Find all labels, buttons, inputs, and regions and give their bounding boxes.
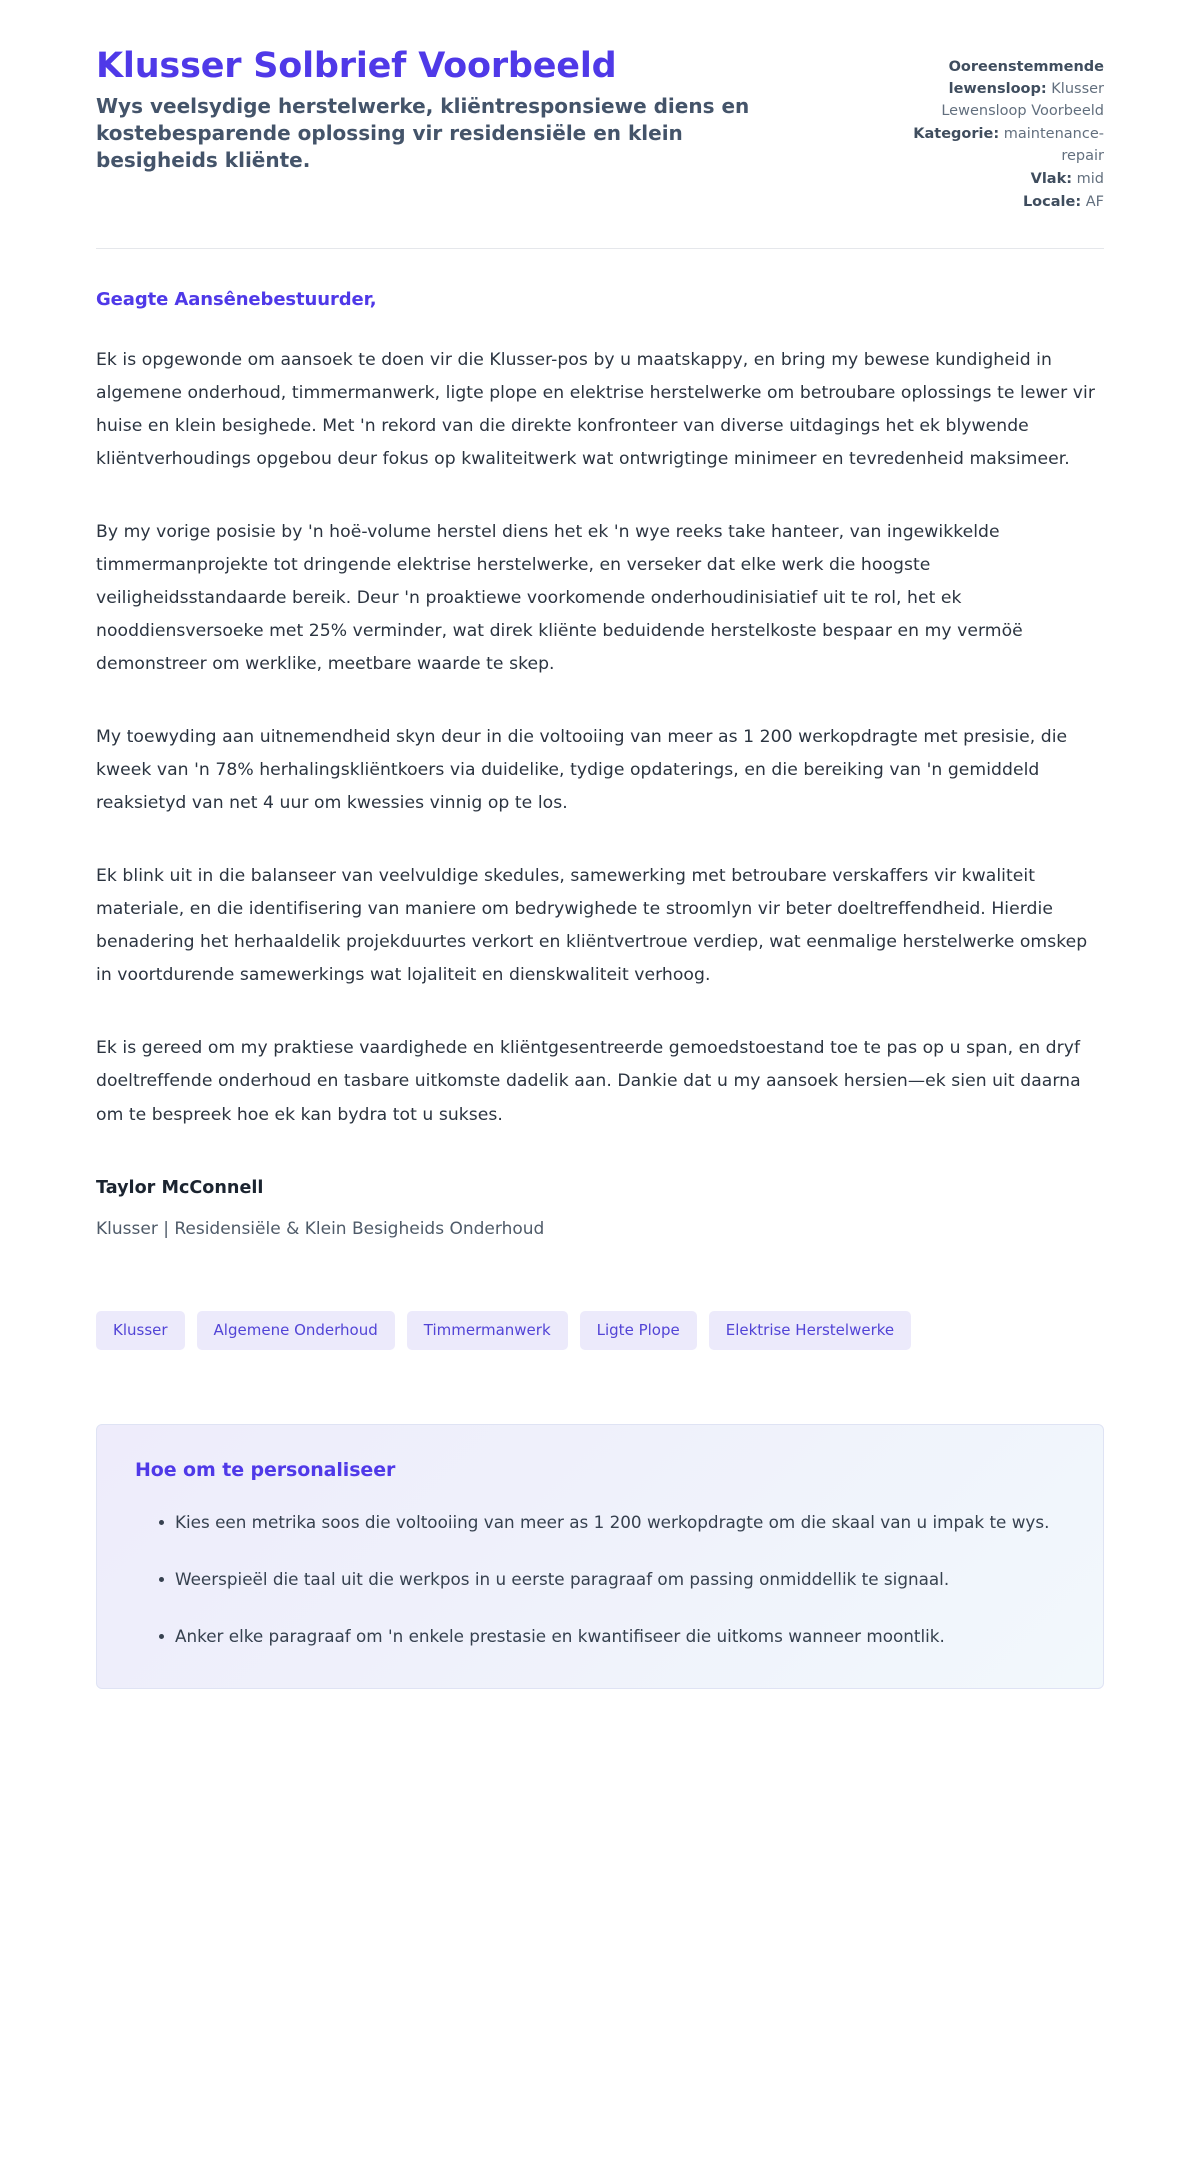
- meta-level: [889, 168, 1104, 190]
- letter-paragraph: Ek is gereed om my praktiese vaardighede en kliëntgesentreerde gemoedstoestand toe te pas op u span, en dryf doeltreffende onderhoud en tasbare uitkomste dadelik aan. Dankie dat u my aansoek hersien—ek sien uit daarna om te bespreek hoe ek kan bydra tot u sukses.: [96, 1038, 1081, 1125]
- document-metadata: [889, 46, 1104, 214]
- signature-role: Klusser | Residensiële & Klein Besigheids Onderhoud: [96, 1218, 545, 1239]
- meta-locale: [889, 191, 1104, 213]
- page-title: Klusser Solbrief Voorbeeld: [96, 46, 617, 86]
- callout-tip-list: [135, 1507, 1065, 1652]
- meta-level-value: mid: [1076, 171, 1104, 188]
- letter-paragraph: Ek is opgewonde om aansoek te doen vir die Klusser-pos by u maatskappy, en bring my bewese kundigheid in algemene onderhoud, timmermanwerk, ligte plope en elektrise herstelwerke om betroubare oplossings te lewer vir huise en klein besighede. Met 'n rekord van die direkte konfronteer van diverse uitdagings het ek blywende kliëntverhoudings opgebou deur fokus op kwaliteitwerk wat ontwrigtinge minimeer en tevredenheid maksimeer.: [96, 350, 1095, 470]
- letter-body: [96, 249, 1104, 1131]
- header-title-block: [96, 46, 816, 174]
- document-header: [96, 46, 1104, 214]
- letter-salutation: Geagte Aansênebestuurder,: [96, 289, 377, 311]
- personalization-callout: [96, 1424, 1104, 1689]
- signature-name: Taylor McConnell: [96, 1177, 264, 1198]
- meta-category: [889, 123, 1104, 167]
- meta-matching-resume-label: Ooreenstemmende lewensloop:: [948, 59, 1104, 98]
- callout-tip-item: Weerspieël die taal uit die werkpos in u eerste paragraaf om passing onmiddellik te signaal.: [159, 1564, 1065, 1595]
- tag-chip[interactable]: Klusser: [96, 1311, 185, 1350]
- tag-chip[interactable]: Timmermanwerk: [407, 1311, 568, 1350]
- tag-chip[interactable]: Algemene Onderhoud: [197, 1311, 395, 1350]
- tag-list: [96, 1311, 1104, 1350]
- meta-locale-label: Locale:: [1022, 194, 1082, 211]
- page-subtitle: Wys veelsydige herstelwerke, kliëntresponsiewe diens en kostebesparende oplossing vir residensiële en klein besigheids kliënte.: [96, 94, 750, 172]
- meta-locale-value: AF: [1085, 194, 1104, 211]
- callout-tip-item: Anker elke paragraaf om 'n enkele prestasie en kwantifiseer die uitkoms wanneer moontlik.: [159, 1621, 1065, 1652]
- letter-paragraph: By my vorige posisie by 'n hoë-volume herstel diens het ek 'n wye reeks take hanteer, van ingewikkelde timmermanprojekte tot dringende elektrise herstelwerke, en verseker dat elke werk die hoogste veiligheidsstandaarde bereik. Deur 'n proaktiewe voorkomende onderhoudinisiatief uit te rol, het ek nooddiensversoeke met 25% verminder, wat direk kliënte beduidende herstelkoste bespaar en my vermöë demonstreer om werklike, meetbare waarde te skep.: [96, 522, 1023, 675]
- meta-matching-resume: [889, 56, 1104, 122]
- meta-matching-resume-value: Klusser Lewensloop Voorbeeld: [941, 81, 1104, 120]
- callout-title: Hoe om te personaliseer: [135, 1458, 396, 1481]
- letter-paragraph: Ek blink uit in die balanseer van veelvuldige skedules, samewerking met betroubare verskaffers vir kwaliteit materiale, en die identifisering van maniere om bedrywighede te stroomlyn vir beter doeltreffendheid. Hierdie benadering het herhaaldelik projekduurtes verkort en kliëntvertroue verdiep, wat eenmalige herstelwerke omskep in voortdurende samewerkings wat lojaliteit en dienskwaliteit verhoog.: [96, 866, 1088, 986]
- signature-block: [96, 1178, 1104, 1243]
- meta-category-value: maintenance-repair: [1003, 126, 1104, 165]
- meta-category-label: Kategorie:: [913, 126, 1000, 143]
- tag-chip[interactable]: Elektrise Herstelwerke: [709, 1311, 911, 1350]
- callout-tip-item: Kies een metrika soos die voltooiing van meer as 1 200 werkopdragte om die skaal van u impak te wys.: [159, 1507, 1065, 1538]
- tag-chip[interactable]: Ligte Plope: [580, 1311, 697, 1350]
- letter-paragraph: My toewyding aan uitnemendheid skyn deur in die voltooiing van meer as 1 200 werkopdragte met presisie, die kweek van 'n 78% herhalingskliëntkoers via duidelike, tydige opdaterings, en die bereiking van 'n gemiddeld reaksietyd van net 4 uur om kwessies vinnig op te los.: [96, 727, 1068, 814]
- meta-level-label: Vlak:: [1030, 171, 1073, 188]
